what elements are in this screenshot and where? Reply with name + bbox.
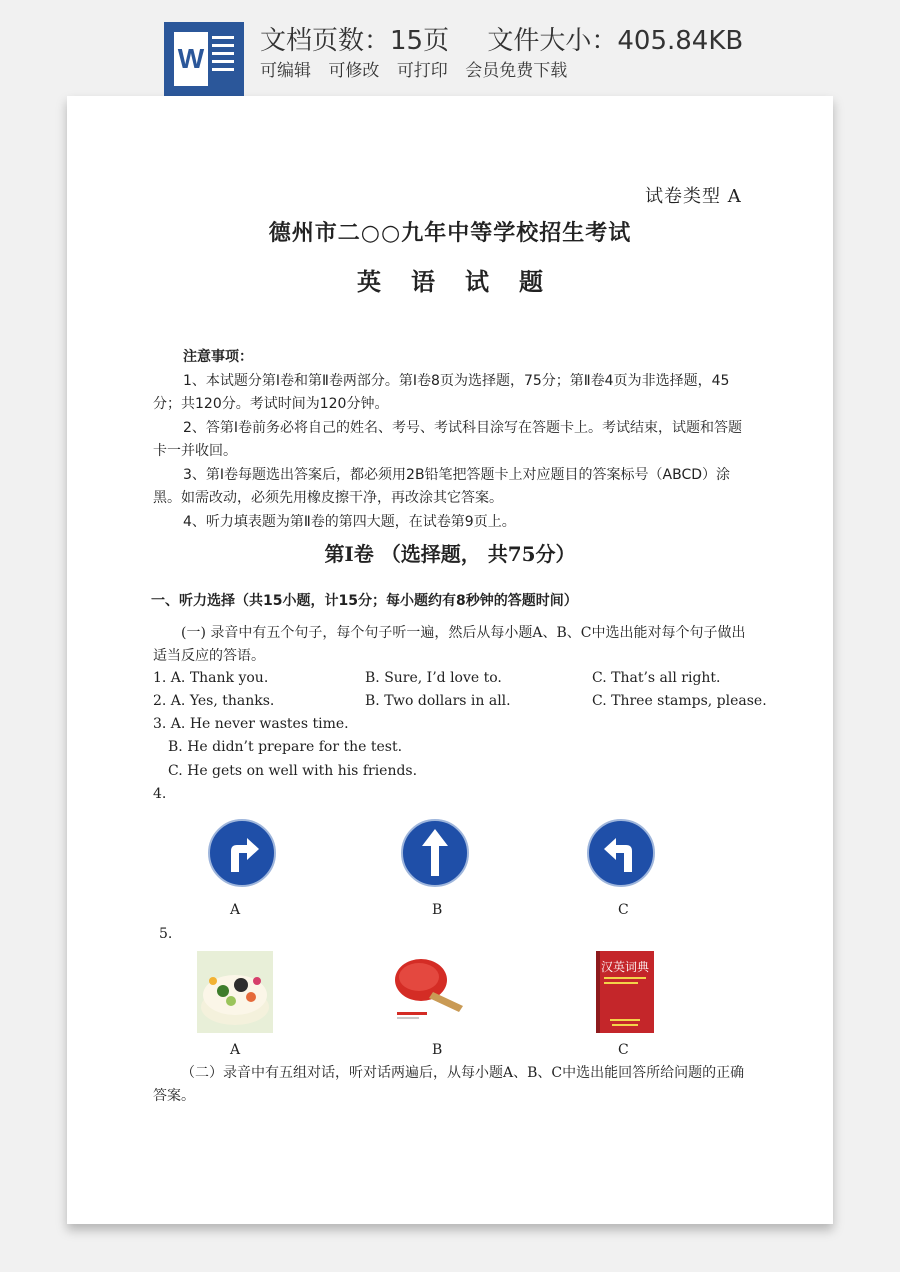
birthday-cake-image <box>197 951 273 1033</box>
file-size: 文件大小：405.84KB <box>487 26 744 56</box>
word-document-icon: W <box>164 22 244 96</box>
q3-option-c: C. He gets on well with his friends. <box>168 763 418 779</box>
q1-option-c: C. That’s all right. <box>592 670 721 686</box>
page-count: 文档页数：15页 <box>260 26 450 56</box>
q5-label-b: B <box>432 1042 443 1058</box>
feature-modifiable: 可修改 <box>328 61 380 81</box>
feature-editable: 可编辑 <box>260 61 311 81</box>
note-item: 4、听力填表题为第Ⅱ卷的第四大题，在试卷第9页上。 <box>183 513 516 530</box>
exam-notes <box>153 346 749 534</box>
feature-list <box>260 56 579 81</box>
q4-label-c: C <box>618 902 629 918</box>
q2-option-b: B. Two dollars in all. <box>365 693 511 709</box>
q4-label-a: A <box>230 902 241 918</box>
sub1-intro: (一) 录音中有五个句子，每个句子听一遍，然后从每小题A、B、C中选出能对每个句子做出适当反应的答语。 <box>153 625 746 664</box>
exam-title: 德州市二○○九年中等学校招生考试 <box>268 220 632 246</box>
sub2-intro: （二）录音中有五组对话，听对话两遍后，从每小题A、B、C中选出能回答所给问题的正确答案。 <box>153 1065 745 1104</box>
subject-title: 英语试题 <box>357 267 573 296</box>
q1-option-b: B. Sure, I’d love to. <box>365 670 502 686</box>
q2-option-c: C. Three stamps, please. <box>592 693 767 709</box>
q3-option-b: B. He didn’t prepare for the test. <box>168 739 403 755</box>
q4-label-b: B <box>432 902 443 918</box>
feature-printable: 可打印 <box>396 61 448 81</box>
notes-heading: 注意事项： <box>183 349 253 365</box>
feature-member-download: 会员免费下载 <box>465 61 568 81</box>
section1-title: 一、听力选择（共15小题，计15分；每小题约有8秒钟的答题时间） <box>151 593 578 609</box>
dictionary-book-image <box>596 951 654 1033</box>
part1-title: 第Ⅰ卷 （选择题， 共75分） <box>324 542 576 566</box>
paper-type: 试卷类型 A <box>645 186 742 207</box>
q4-number: 4. <box>153 786 167 802</box>
q3-option-a: 3. A. He never wastes time. <box>153 716 349 732</box>
note-item: 3、第Ⅰ卷每题选出答案后，都必须用2B铅笔把答题卡上对应题目的答案标号（ABCD）涂黑。如需改动，必须先用橡皮擦干净，再改涂其它答案。 <box>153 466 731 506</box>
q2-option-a: 2. A. Yes, thanks. <box>153 693 275 709</box>
download-banner <box>0 0 900 96</box>
file-info <box>260 20 773 57</box>
ping-pong-paddle-image <box>393 956 469 1022</box>
q1-option-a: 1. A. Thank you. <box>153 670 269 686</box>
q5-label-a: A <box>230 1042 241 1058</box>
dictionary-title: 汉英词典 <box>600 960 650 974</box>
q5-number: 5. <box>159 926 173 942</box>
note-item: 1、本试题分第Ⅰ卷和第Ⅱ卷两部分。第Ⅰ卷8页为选择题，75分；第Ⅱ卷4页为非选择题，45分；共120分。考试时间为120分钟。 <box>153 372 730 412</box>
document-page <box>67 96 833 1224</box>
note-item: 2、答第Ⅰ卷前务必将自己的姓名、考号、考试科目涂写在答题卡上。考试结束，试题和答题卡一并收回。 <box>153 419 743 459</box>
q5-label-c: C <box>618 1042 629 1058</box>
turn-left-sign-icon <box>586 818 656 888</box>
go-straight-sign-icon <box>400 818 470 888</box>
turn-right-sign-icon <box>207 818 277 888</box>
